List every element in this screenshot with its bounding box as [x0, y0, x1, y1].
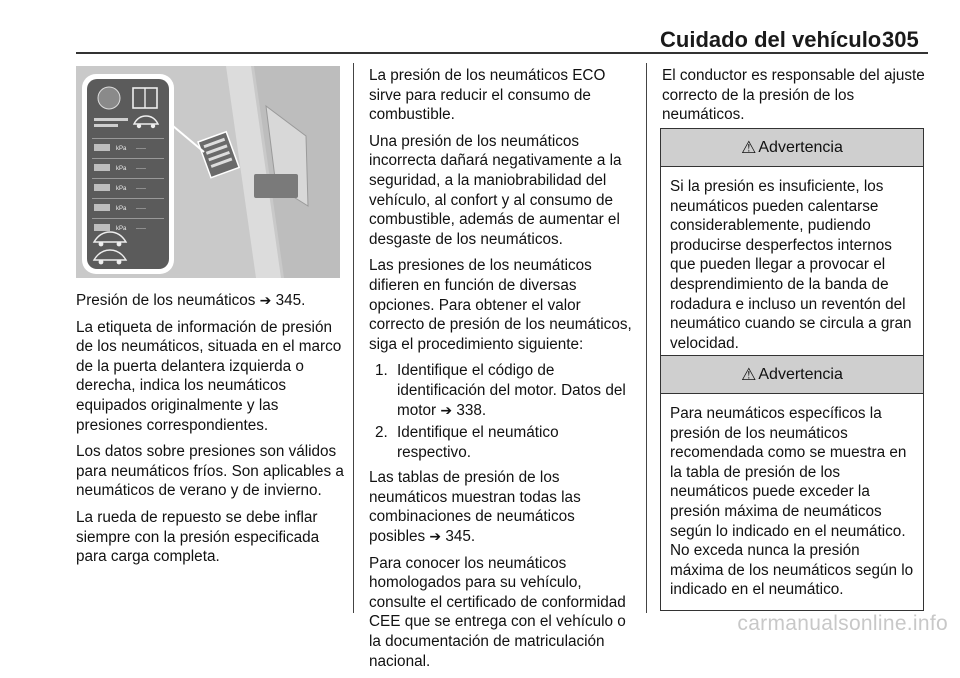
label-row-unit: kPa: [116, 226, 127, 232]
column-divider-1: [353, 63, 354, 613]
paragraph-spare-wheel: La rueda de repuesto se debe inflar siempre con la presión especificada para carga completa.: [76, 508, 320, 566]
procedure-steps: [369, 361, 635, 462]
column-2: [369, 66, 635, 678]
label-row-icon: [94, 164, 110, 171]
cross-reference-arrow-icon: ➔: [429, 528, 442, 545]
cross-reference-page: 345.: [271, 292, 306, 309]
cross-reference-arrow-icon: ➔: [440, 401, 453, 418]
label-row-values: ‒‒‒: [136, 146, 147, 152]
cross-reference-page: 345.: [441, 528, 476, 546]
procedure-step-1: 1. Identifique el código de identificación del motor. Datos del motor ➔ 338.: [375, 362, 626, 419]
figure-caption: Presión de los neumáticos ➔ 345.: [76, 292, 306, 309]
page-number: 305: [882, 27, 919, 52]
tire-pressure-label-illustration: [76, 66, 340, 278]
warning-box-low-pressure: [660, 128, 924, 364]
warning-header: [661, 129, 923, 167]
warning-box-recommended-pressure: [660, 355, 924, 611]
warning-title: Advertencia: [758, 138, 843, 156]
paragraph-label-info: La etiqueta de información de presión de los neumáticos, situada en el marco de la puerta delantera izquierda o derecha, indica los neumáticos equipados originalmente y las presiones correspondientes.: [76, 318, 342, 434]
warning-triangle-icon: ⚠: [741, 137, 757, 157]
label-row-unit: kPa: [116, 206, 127, 212]
label-row-unit: kPa: [116, 166, 127, 172]
header-rule: [76, 52, 928, 54]
label-row-values: ‒‒‒: [136, 226, 147, 232]
column-1: [76, 291, 344, 574]
watermark: carmanualsonline.info: [737, 612, 948, 635]
label-row-values: ‒‒‒: [136, 186, 147, 192]
label-row-icon: [94, 204, 110, 211]
warning-body: Para neumáticos específicos la presión de los neumáticos recomendada como se muestra en la tabla de presión de los neumáticos puede exceder la presión máxima de neumáticos según lo indicado en el neumático. No exceda nunca la presión máxima de los neumáticos según lo indicado en el neumático.: [670, 405, 914, 599]
cross-reference-page: 338.: [452, 401, 487, 419]
label-row-icon: [94, 184, 110, 191]
label-row-icon: [94, 224, 110, 231]
paragraph-pressure-options: Las presiones de los neumáticos difieren en función de diversas opciones. Para obtener el valor correcto de presión de los neumáticos, siga el procedimiento siguiente:: [369, 257, 632, 353]
paragraph-pressure-tables: Las tablas de presión de los neumáticos muestran todas las combinaciones de neumáticos posibles ➔ 345.: [369, 469, 581, 546]
warning-header: [661, 356, 923, 394]
paragraph-eco-pressure: La presión de los neumáticos ECO sirve para reducir el consumo de combustible.: [369, 67, 606, 124]
column-3: [662, 66, 926, 132]
procedure-step-2: 2. Identifique el neumático respectivo.: [375, 424, 559, 461]
label-row-unit: kPa: [116, 186, 127, 192]
label-row-values: ‒‒‒: [136, 206, 147, 212]
warning-title: Advertencia: [758, 365, 843, 383]
page-header-title: Cuidado del vehículo: [660, 27, 882, 52]
warning-body: Si la presión es insuficiente, los neumáticos pueden calentarse considerablemente, pudiendo producirse desperfectos internos que pueden llegar a provocar el desprendimiento de la banda de rodadura e incluso un reventón del neumático cuando se circula a gran velocidad.: [670, 178, 912, 352]
label-row-icon: [94, 144, 110, 151]
label-row-unit: kPa: [116, 146, 127, 152]
paragraph-homologated-tyres: Para conocer los neumáticos homologados para su vehículo, consulte el certificado de conformidad CEE que se entrega con el vehículo o la documentación de matriculación nacional.: [369, 554, 626, 670]
label-row-values: ‒‒‒: [136, 166, 147, 172]
paragraph-cold-tyres: Los datos sobre presiones son válidos para neumáticos fríos. Son aplicables a neumáticos de verano y de invierno.: [76, 443, 344, 500]
paragraph-incorrect-pressure: Una presión de los neumáticos incorrecta dañará negativamente a la seguridad, a la maniobrabilidad del vehículo, al confort y al consumo de combustible, además de aumentar el desgaste de los neumáticos.: [369, 132, 622, 248]
cross-reference-arrow-icon: ➔: [259, 292, 272, 308]
column-divider-2: [646, 63, 647, 613]
warning-triangle-icon: ⚠: [741, 364, 757, 384]
paragraph-driver-responsibility: El conductor es responsable del ajuste correcto de la presión de los neumáticos.: [662, 67, 925, 124]
